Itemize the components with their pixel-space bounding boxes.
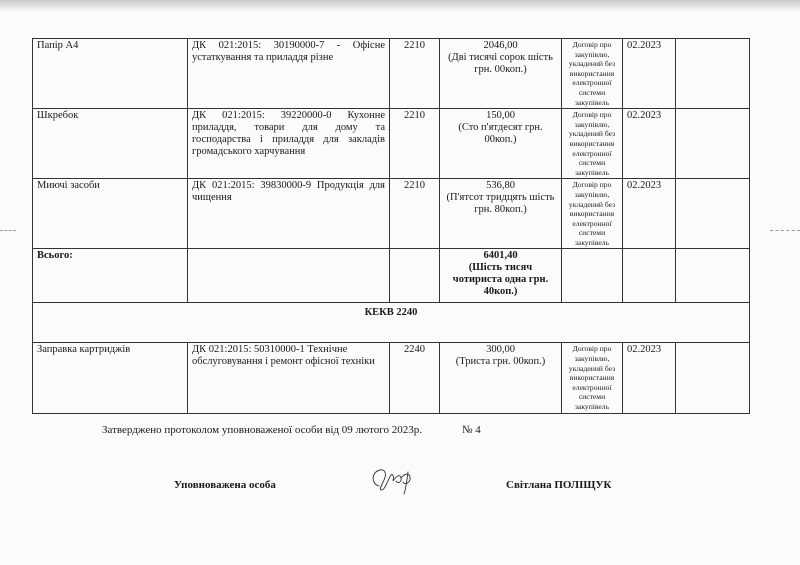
kekv-section-header: КЕКВ 2240	[33, 303, 750, 343]
protocol-number: № 4	[462, 424, 481, 436]
total-empty-code	[188, 249, 390, 303]
item-contract-type: Договір про закупівлю, укладений без використання електронної системи закупівель	[562, 179, 623, 249]
total-empty-kekv	[390, 249, 440, 303]
total-empty-contract	[562, 249, 623, 303]
item-name: Папір А4	[33, 39, 188, 109]
item-sum-words: (Дві тисячі сорок шість грн. 00коп.)	[448, 52, 553, 75]
item-contract-type: Договір про закупівлю, укладений без використання електронної системи закупівель	[562, 343, 623, 414]
item-code: ДК 021:2015: 50310000-1 Технічне обслуговування і ремонт офісної техніки	[188, 343, 390, 414]
table-row	[33, 109, 750, 179]
signature-icon	[367, 464, 425, 496]
item-sum-words: (Сто п'ятдесят грн. 00коп.)	[458, 122, 543, 146]
total-empty-date	[623, 249, 676, 303]
total-sum-words: (Шість тисяч чотириста одна грн. 40коп.)	[452, 262, 549, 298]
total-sum-value: 6401,40	[483, 250, 518, 262]
item-name: Шкребок	[33, 109, 188, 179]
item-kekv: 2210	[390, 109, 440, 179]
total-empty-notes	[676, 249, 750, 303]
item-date: 02.2023	[623, 179, 676, 249]
item-sum-value: 536,80	[486, 180, 515, 192]
item-sum	[440, 39, 562, 109]
item-sum-value: 150,00	[486, 110, 515, 122]
procurement-table	[32, 38, 750, 414]
item-sum	[440, 343, 562, 414]
item-code: ДК 021:2015: 30190000-7 - Офісне устаткування та приладдя різне	[188, 39, 390, 109]
item-sum-value: 2046,00	[483, 40, 518, 51]
item-date: 02.2023	[623, 39, 676, 109]
item-date: 02.2023	[623, 343, 676, 414]
table-row	[33, 39, 750, 109]
approval-text: Затверджено протоколом уповноваженої особи від 09 лютого 2023р.	[102, 424, 423, 436]
item-kekv: 2240	[390, 343, 440, 414]
item-kekv: 2210	[390, 39, 440, 109]
item-date: 02.2023	[623, 109, 676, 179]
approval-note	[102, 424, 481, 436]
item-contract-type: Договір про закупівлю, укладений без використання електронної системи закупівель	[562, 109, 623, 179]
kekv-section-row	[33, 303, 750, 343]
item-sum-value: 300,00	[486, 344, 515, 356]
item-code: ДК 021:2015: 39830000-9 Продукція для чищення	[188, 179, 390, 249]
item-notes	[676, 343, 750, 414]
table-row	[33, 179, 750, 249]
item-sum-words: (П'ятсот тридцять шість грн. 80коп.)	[446, 192, 555, 216]
item-notes	[676, 179, 750, 249]
item-sum	[440, 109, 562, 179]
item-notes	[676, 39, 750, 109]
left-margin-mark	[0, 230, 16, 232]
item-kekv: 2210	[390, 179, 440, 249]
scan-top-shadow	[0, 0, 800, 12]
item-notes	[676, 109, 750, 179]
item-name: Миючі засоби	[33, 179, 188, 249]
signer-role: Уповноважена особа	[174, 479, 276, 491]
total-row	[33, 249, 750, 303]
total-label: Всього:	[33, 249, 188, 303]
table-row	[33, 343, 750, 414]
signer-name: Світлана ПОЛІЩУК	[506, 479, 612, 491]
item-contract-type: Договір про закупівлю, укладений без використання електронної системи закупівель	[562, 39, 623, 109]
right-margin-mark	[770, 230, 800, 232]
item-name: Заправка картриджів	[33, 343, 188, 414]
item-sum-words: (Триста грн. 00коп.)	[455, 356, 546, 368]
item-sum	[440, 179, 562, 249]
item-code: ДК 021:2015: 39220000-0 Кухонне приладдя, товари для дому та господарства і приладдя для закладів громадського харчування	[188, 109, 390, 179]
total-sum	[440, 249, 562, 303]
